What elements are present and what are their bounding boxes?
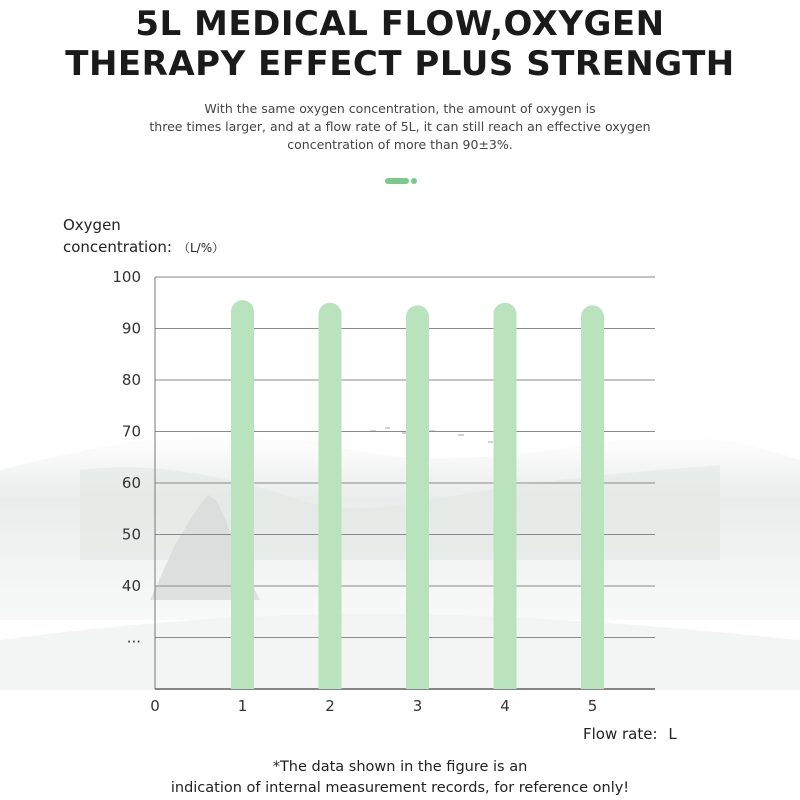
y-tick-label: 80 [121, 371, 141, 389]
bar-flow-1 [231, 300, 254, 689]
bar-base-flow-4 [494, 666, 517, 689]
bar-base-flow-5 [581, 666, 604, 689]
footnote-line-1: *The data shown in the figure is an [272, 759, 528, 775]
bar-flow-5 [581, 305, 604, 689]
description-line-3: concentration of more than 90±3%. [287, 137, 513, 152]
y-axis-unit: （L/%） [178, 241, 225, 255]
x-tick-label: 2 [325, 697, 335, 715]
y-tick-label: ... [126, 628, 141, 647]
x-axis-label [583, 725, 677, 743]
y-axis-label-text: Oxygen concentration: [63, 216, 172, 256]
y-tick-label: 50 [121, 525, 141, 544]
description-line-1: With the same oxygen concentration, the amount of oxygen is [204, 101, 596, 116]
x-axis-label-text: Flow rate: [583, 725, 658, 743]
y-tick-label: 70 [121, 422, 141, 441]
x-tick-label: 0 [150, 697, 160, 715]
footnote-line-2: indication of internal measurement records, for reference only! [170, 780, 630, 796]
x-tick-label: 4 [500, 697, 510, 715]
bar-base-flow-1 [231, 666, 254, 689]
bar-base-flow-2 [319, 666, 342, 689]
bar-base-flow-3 [406, 666, 429, 689]
y-tick-label: 100 [112, 268, 141, 286]
y-tick-label: 40 [121, 577, 141, 595]
description-line-2: three times larger, and at a flow rate of 5L, it can still reach an effective oxygen [149, 119, 651, 134]
x-tick-label: 1 [237, 697, 248, 715]
page-title-line-2: THERAPY EFFECT PLUS STRENGTH [65, 44, 735, 84]
x-tick-label: 5 [587, 697, 598, 715]
bar-flow-4 [494, 303, 517, 689]
x-tick-label: 3 [412, 697, 423, 715]
y-tick-label: 60 [121, 474, 141, 492]
y-tick-label: 90 [121, 319, 141, 338]
bar-flow-2 [319, 303, 342, 689]
page-title-line-1: 5L MEDICAL FLOW,OXYGEN [135, 4, 665, 44]
bar-flow-3 [406, 305, 429, 689]
x-axis-unit: L [668, 725, 677, 743]
